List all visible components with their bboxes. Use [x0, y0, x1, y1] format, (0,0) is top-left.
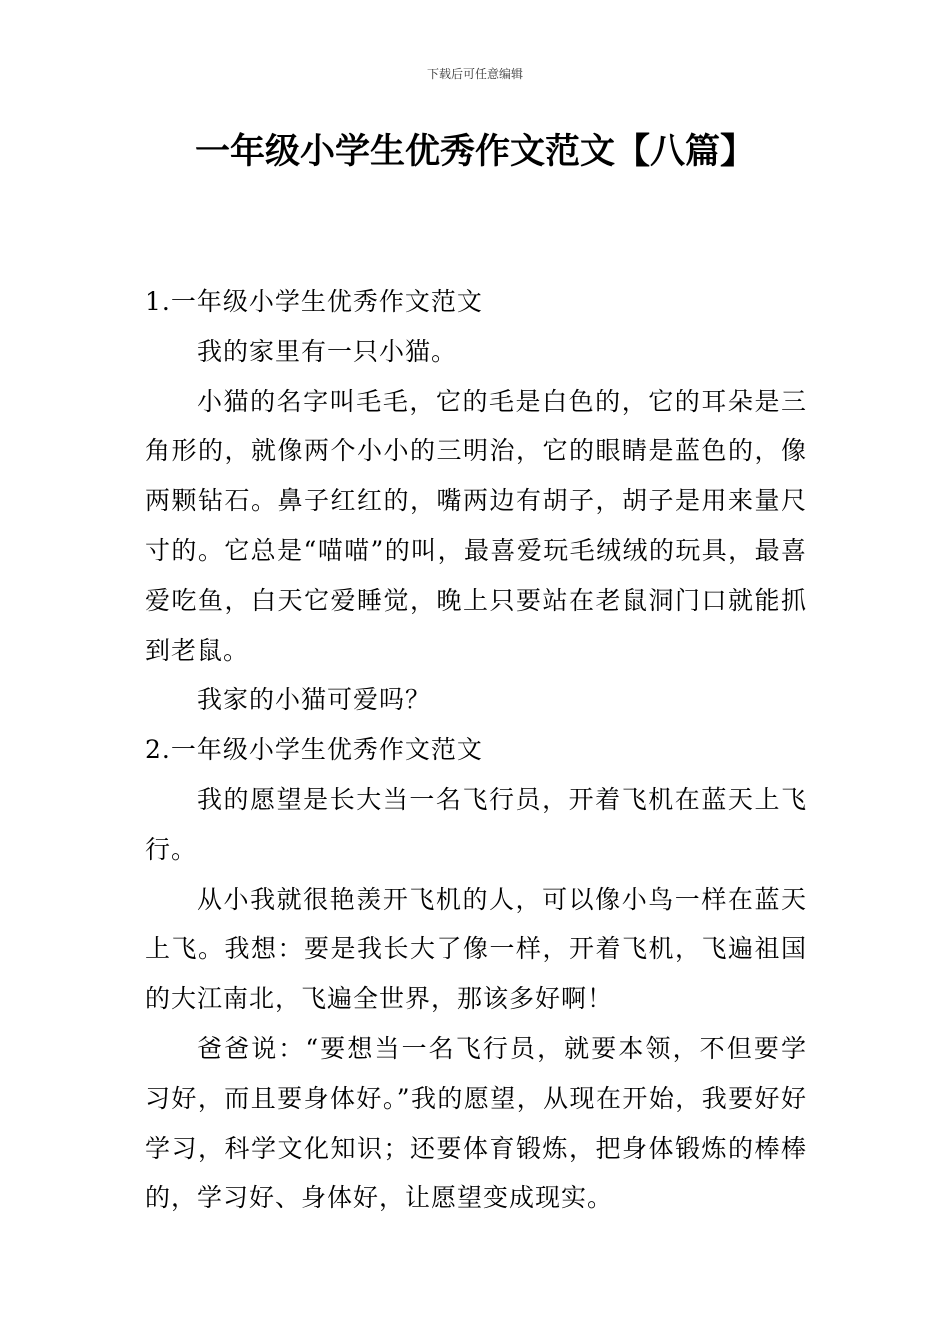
paragraph: 我的家里有一只小猫。 [197, 336, 458, 366]
document-body [145, 277, 807, 1223]
paragraph: 我的愿望是长大当一名飞行员，开着飞机在蓝天上飞行。 [145, 784, 807, 864]
paragraph: 从小我就很艳羡开飞机的人，可以像小鸟一样在蓝天上飞。我想：要是我长大了像一样，开着飞机，飞遍祖国的大江南北，飞遍全世界，那该多好啊！ [145, 884, 807, 1014]
header-note: 下载后可任意编辑 [426, 67, 523, 81]
paragraph: 小猫的名字叫毛毛，它的毛是白色的，它的耳朵是三角形的，就像两个小小的三明治，它的眼睛是蓝色的，像两颗钻石。鼻子红红的，嘴两边有胡子，胡子是用来量尺寸的。它总是“喵喵”的叫，最喜爱玩毛绒绒的玩具，最喜爱吃鱼，白天它爱睡觉，晚上只要站在老鼠洞门口就能抓到老鼠。 [145, 386, 807, 665]
essay-section-2 [145, 725, 807, 1223]
paragraph: 爸爸说：“要想当一名飞行员，就要本领，不但要学习好，而且要身体好。”我的愿望，从现在开始，我要好好学习，科学文化知识；还要体育锻炼，把身体锻炼的棒棒的，学习好、身体好，让愿望变成现实。 [145, 1033, 807, 1213]
essay-section-1 [145, 277, 807, 725]
section-heading: 1.一年级小学生优秀作文范文 [145, 287, 483, 316]
paragraph: 我家的小猫可爱吗？ [197, 685, 432, 715]
section-heading: 2.一年级小学生优秀作文范文 [145, 735, 483, 765]
document-title: 一年级小学生优秀作文范文【八篇】 [194, 132, 755, 172]
